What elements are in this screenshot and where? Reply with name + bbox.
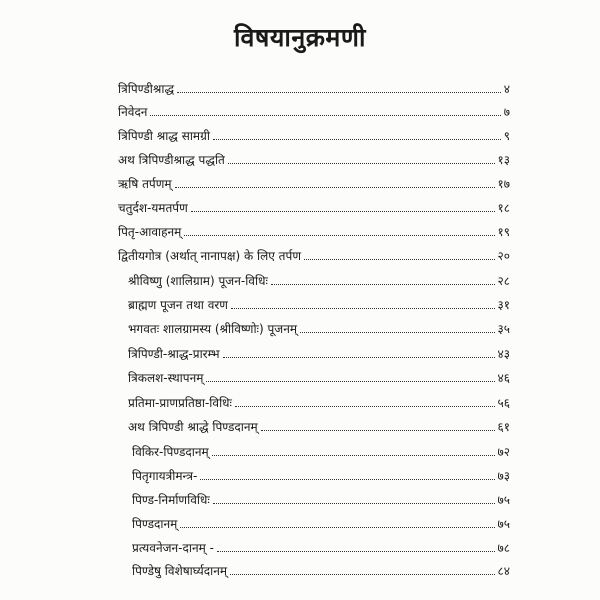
toc-entry bbox=[132, 467, 510, 489]
toc-entry-page-number: १७ bbox=[497, 177, 510, 191]
toc-entry-page-number: १८ bbox=[497, 201, 510, 215]
toc-entry-page-number: ३५ bbox=[497, 322, 510, 336]
toc-entry-label: चतुर्दश-यमतर्पण bbox=[118, 201, 188, 215]
dot-leader bbox=[213, 130, 501, 140]
toc-entry-label: पिण्ड-निर्माणविधिः bbox=[132, 493, 210, 507]
dot-leader bbox=[231, 299, 495, 309]
dot-leader bbox=[191, 202, 495, 212]
toc-entry-page-number: २८ bbox=[497, 274, 510, 288]
toc-entry-page-number: १३ bbox=[497, 153, 510, 167]
toc-entry-label: त्रिपिण्डी-श्राद्ध-प्रारम्भ bbox=[128, 347, 220, 361]
dot-leader bbox=[217, 542, 495, 552]
toc-entry-page-number: ७२ bbox=[497, 445, 510, 459]
toc-entry bbox=[132, 515, 510, 537]
toc-entry bbox=[132, 539, 510, 561]
toc-entry bbox=[132, 562, 510, 584]
toc-entry-page-number: ७८ bbox=[497, 541, 510, 555]
dot-leader bbox=[212, 446, 495, 456]
toc-entry-page-number: २० bbox=[497, 249, 510, 263]
toc-entry-page-number: ७५ bbox=[497, 517, 510, 531]
toc-entry bbox=[132, 491, 510, 513]
toc-entry-label: भगवतः शालग्रामस्य (श्रीविष्णोः) पूजनम् bbox=[128, 322, 298, 336]
dot-leader bbox=[184, 226, 494, 236]
toc-entry-page-number: १९ bbox=[497, 225, 510, 239]
toc-entry bbox=[118, 103, 510, 125]
toc-entry-page-number: ६१ bbox=[497, 420, 510, 434]
dot-leader bbox=[175, 178, 495, 188]
toc-entry bbox=[118, 247, 510, 269]
dot-leader bbox=[228, 154, 495, 164]
toc-entry-page-number: ७३ bbox=[497, 469, 510, 483]
dot-leader bbox=[180, 518, 494, 528]
toc-entry bbox=[128, 272, 510, 294]
toc-entry bbox=[128, 418, 510, 440]
toc-entry bbox=[128, 345, 510, 367]
dot-leader bbox=[200, 470, 494, 480]
toc-entry-label: अथ त्रिपिण्डीश्राद्ध पद्धति bbox=[118, 153, 225, 167]
dot-leader bbox=[304, 250, 495, 260]
toc-entry bbox=[118, 80, 510, 102]
page-title: विषयानुक्रमणी bbox=[234, 23, 366, 52]
toc-entry-label: त्रिकलश-स्थापनम् bbox=[128, 371, 204, 385]
toc-entry-label: पिण्डदानम् bbox=[132, 517, 178, 531]
toc-entry bbox=[128, 394, 510, 416]
toc-entry-page-number: ४ bbox=[503, 82, 510, 96]
toc-entry-label: त्रिपिण्डीश्राद्ध bbox=[118, 82, 175, 96]
toc-entry-label: ऋषि तर्पणम् bbox=[118, 177, 172, 191]
dot-leader bbox=[271, 275, 495, 285]
dot-leader bbox=[150, 106, 500, 116]
toc-entry bbox=[128, 369, 510, 391]
toc-entry bbox=[118, 175, 510, 197]
toc-entry-page-number: ९ bbox=[503, 129, 510, 143]
dot-leader bbox=[261, 421, 495, 431]
toc-entry bbox=[128, 320, 510, 342]
dot-leader bbox=[177, 83, 501, 93]
toc-entry-page-number: ४३ bbox=[497, 347, 510, 361]
toc-entry-label: अथ त्रिपिण्डी श्राद्धे पिण्डदानम् bbox=[128, 420, 258, 434]
dot-leader bbox=[213, 494, 495, 504]
toc-entry-label: प्रतिमा-प्राणप्रतिष्ठा-विधिः bbox=[128, 396, 232, 410]
toc-entry bbox=[118, 127, 510, 149]
toc-entry-page-number: ७५ bbox=[497, 493, 510, 507]
toc-entry-label: त्रिपिण्डी श्राद्ध सामग्री bbox=[118, 129, 210, 143]
toc-entry-label: पिण्डेषु विशेषार्घ्यदानम् bbox=[132, 564, 228, 578]
toc-entry-page-number: ८४ bbox=[497, 564, 510, 578]
toc-entry bbox=[118, 151, 510, 173]
toc-entry bbox=[128, 296, 510, 318]
dot-leader bbox=[235, 397, 495, 407]
toc-entry-page-number: ७ bbox=[503, 105, 510, 119]
toc-entry-label: ब्राह्मण पूजन तथा वरण bbox=[128, 298, 228, 312]
toc-entry-page-number: ५६ bbox=[497, 396, 510, 410]
toc-entry-label: पितृगायत्रीमन्त्र- bbox=[132, 469, 198, 483]
dot-leader bbox=[223, 348, 495, 358]
toc-entry-label: द्वितीयगोत्र (अर्थात् नानापक्ष) के लिए तर्पण bbox=[118, 249, 302, 263]
toc-entry-label: पितृ-आवाहनम् bbox=[118, 225, 182, 239]
toc-entry-page-number: ३१ bbox=[497, 298, 510, 312]
toc-entry bbox=[118, 199, 510, 221]
toc-entry bbox=[118, 223, 510, 245]
toc-entry-label: विकिर-पिण्डदानम् bbox=[132, 445, 209, 459]
dot-leader bbox=[230, 565, 494, 575]
toc-entry bbox=[132, 443, 510, 465]
dot-leader bbox=[206, 372, 494, 382]
toc-entry-label: श्रीविष्णु (शालिग्राम) पूजन-विधिः bbox=[128, 274, 268, 288]
toc-entry-label: प्रत्यवनेजन-दानम् - bbox=[132, 541, 214, 555]
dot-leader bbox=[300, 323, 494, 333]
toc-entry-page-number: ४६ bbox=[497, 371, 510, 385]
toc-entry-label: निवेदन bbox=[118, 105, 148, 119]
